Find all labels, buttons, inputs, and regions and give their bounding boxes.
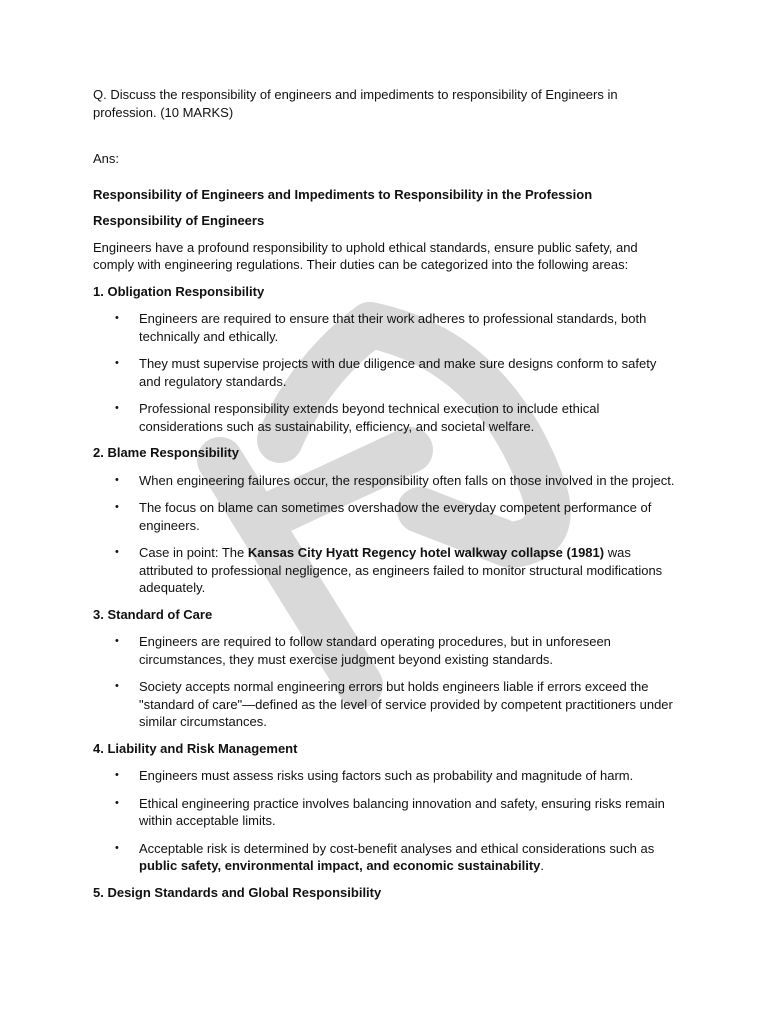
section-heading: 2. Blame Responsibility — [93, 445, 239, 460]
list-item — [93, 499, 678, 534]
bullet-icon: • — [115, 841, 119, 854]
list-item — [93, 310, 678, 345]
question-text: Q. Discuss the responsibility of engineers and impediments to responsibility of Engineers in profession. (10 MARKS) — [93, 87, 618, 120]
section-heading: 3. Standard of Care — [93, 606, 213, 622]
list-item — [93, 544, 678, 597]
list-item — [93, 633, 678, 668]
list-item-text: Acceptable risk is determined by cost-benefit analyses and ethical considerations such as — [139, 840, 655, 856]
document-body — [93, 86, 678, 911]
list-item — [93, 400, 678, 435]
bullet-icon: • — [115, 546, 119, 558]
list-item-text: Professional responsibility extends beyond technical execution to include ethical considerations such as sustainability, efficiency, and societal welfare. — [139, 401, 600, 434]
emphasized-text: Kansas City Hyatt Regency hotel walkway collapse (1981) — [247, 545, 605, 560]
list-item — [93, 678, 678, 731]
section-heading: 1. Obligation Responsibility — [93, 283, 265, 299]
bullet-list — [93, 633, 678, 731]
bullet-icon: • — [115, 357, 119, 369]
bullet-list — [93, 472, 678, 597]
list-item — [93, 840, 678, 875]
list-item — [93, 795, 678, 830]
list-item-text: When engineering failures occur, the responsibility often falls on those involved in the project. — [139, 472, 675, 488]
list-item-text: Society accepts normal engineering errors but holds engineers liable if errors exceed the "standard of care"—defined as the level of service provided by competent practitioners under similar circumstances. — [139, 679, 673, 729]
section-heading: 5. Design Standards and Global Responsibility — [93, 884, 382, 900]
emphasized-text: public safety, environmental impact, and economic sustainability — [139, 858, 541, 873]
bullet-icon: • — [115, 312, 119, 324]
bullet-icon: • — [115, 769, 119, 781]
section-title: Responsibility of Engineers — [93, 213, 265, 228]
intro-paragraph: Engineers have a profound responsibility to uphold ethical standards, ensure public safety, and comply with engineering regulations. Their duties can be categorized into the following areas: — [93, 239, 638, 272]
list-item — [93, 767, 678, 785]
list-item — [93, 472, 678, 490]
bullet-list — [93, 310, 678, 435]
list-item-text: Engineers are required to ensure that their work adheres to professional standards, both technically and ethically. — [139, 311, 647, 344]
list-item — [93, 355, 678, 390]
answer-title: Responsibility of Engineers and Impediments to Responsibility in the Profession — [93, 186, 593, 202]
list-item-text: was attributed to professional negligence, as engineers failed to monitor structural modifications adequately. — [139, 545, 663, 595]
list-item-text: Case in point: The — [139, 545, 248, 560]
answer-label: Ans: — [93, 151, 120, 166]
bullet-icon: • — [115, 635, 119, 647]
list-item-text: The focus on blame can sometimes overshadow the everyday competent performance of engineers. — [139, 500, 652, 533]
bullet-icon: • — [115, 680, 119, 692]
list-item-text: Engineers are required to follow standard operating procedures, but in unforeseen circumstances, they must exercise judgment beyond existing standards. — [139, 634, 611, 667]
list-item-text: They must supervise projects with due diligence and make sure designs conform to safety and regulatory standards. — [139, 356, 657, 389]
list-item-text: Ethical engineering practice involves balancing innovation and safety, ensuring risks remain within acceptable limits. — [139, 795, 665, 828]
list-item-text: . — [540, 858, 545, 873]
section-heading: 4. Liability and Risk Management — [93, 740, 298, 756]
bullet-icon: • — [115, 501, 119, 513]
bullet-icon: • — [115, 796, 119, 809]
list-item-text: Engineers must assess risks using factors such as probability and magnitude of harm. — [139, 768, 634, 783]
bullet-icon: • — [115, 473, 119, 486]
sections-container — [93, 283, 678, 902]
bullet-list — [93, 767, 678, 875]
bullet-icon: • — [115, 402, 119, 414]
